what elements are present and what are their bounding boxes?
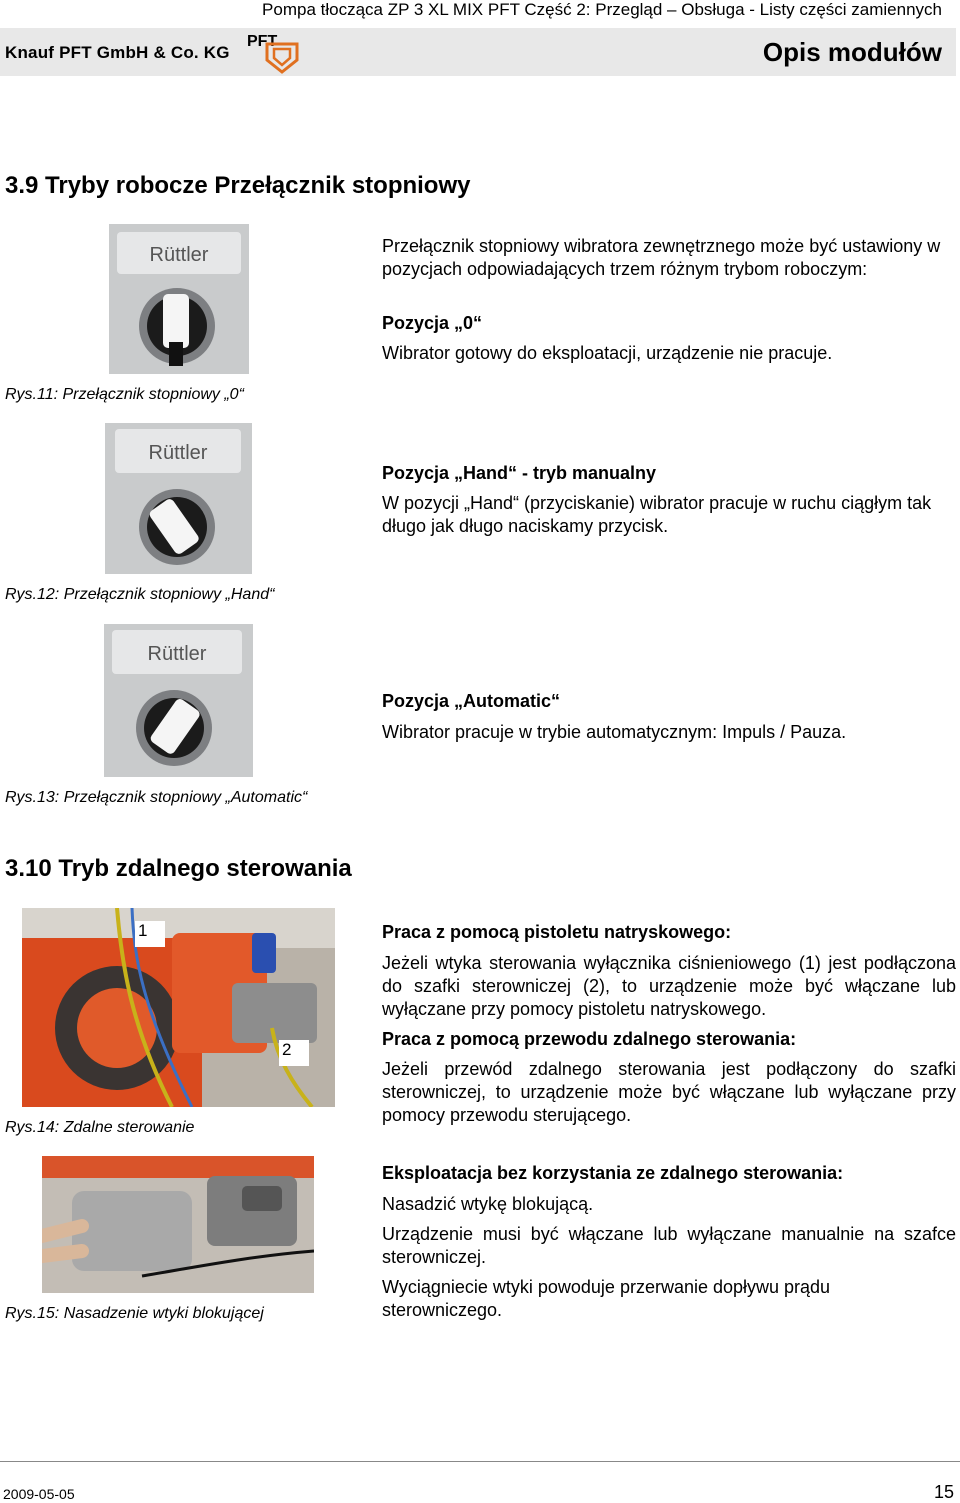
subheading-spray-gun: Praca z pomocą pistoletu natryskowego: bbox=[382, 922, 732, 942]
footer-date: 2009-05-05 bbox=[3, 1486, 75, 1502]
figure-switch-position-hand bbox=[105, 423, 252, 574]
switch-label: Rüttler bbox=[148, 442, 208, 464]
paragraph-insert-plug: Nasadzić wtykę blokującą. bbox=[382, 1194, 594, 1214]
paragraph-manual-switch: Urządzenie musi być włączane lub wyłączane manualnie na szafce sterowniczej. bbox=[382, 1224, 956, 1267]
switch-label: Rüttler bbox=[147, 643, 207, 665]
position-text: Wibrator gotowy do eksploatacji, urządzenie nie pracuje. bbox=[382, 343, 833, 363]
document-header-title: Pompa tłocząca ZP 3 XL MIX PFT Część 2: Przegląd – Obsługa - Listy części zamiennych bbox=[262, 0, 942, 19]
paragraph-spray-gun: Jeżeli wtyka sterowania wyłącznika ciśnieniowego (1) jest podłączona do szafki sterowniczej (2), to urządzenie może być włączane lub wyłączane przy pomocy pistoletu natryskowego. bbox=[382, 953, 956, 1019]
figure-caption: Rys.13: Przełącznik stopniowy „Automatic“ bbox=[5, 789, 308, 806]
figure-switch-position-0 bbox=[109, 224, 249, 374]
paragraph-remote-cable: Jeżeli przewód zdalnego sterowania jest podłączony do szafki sterowniczej, to urządzenie może być włączane lub wyłączane przy pomocy przewodu sterującego. bbox=[382, 1059, 956, 1125]
switch-label: Rüttler bbox=[149, 244, 209, 266]
callout-marker-1: 1 bbox=[135, 921, 165, 947]
figure-caption: Rys.11: Przełącznik stopniowy „0“ bbox=[5, 386, 244, 403]
figure-switch-position-automatic bbox=[104, 624, 253, 777]
intro-text: Przełącznik stopniowy wibratora zewnętrznego może być ustawiony w pozycjach odpowiadających trzem różnym trybom roboczym: bbox=[382, 236, 941, 279]
position-text: W pozycji „Hand“ (przyciskanie) wibrator pracuje w ruchu ciągłym tak długo jak długo naciskamy przycisk. bbox=[382, 493, 932, 536]
section-heading-3-10: 3.10 Tryb zdalnego sterowania bbox=[5, 855, 352, 882]
section-heading-3-9: 3.9 Tryby robocze Przełącznik stopniowy bbox=[5, 172, 471, 199]
subheading-without-remote: Eksploatacja bez korzystania ze zdalnego sterowania: bbox=[382, 1163, 844, 1183]
position-heading: Pozycja „Hand“ - tryb manualny bbox=[382, 463, 657, 483]
figure-remote-control bbox=[22, 908, 335, 1107]
page-number: 15 bbox=[933, 1482, 954, 1502]
figure-caption: Rys.12: Przełącznik stopniowy „Hand“ bbox=[5, 586, 275, 603]
figure-caption: Rys.15: Nasadzenie wtyki blokującej bbox=[5, 1305, 264, 1322]
company-name: Knauf PFT GmbH & Co. KG bbox=[5, 43, 230, 62]
figure-caption: Rys.14: Zdalne sterowanie bbox=[5, 1119, 195, 1136]
figure-blocking-plug bbox=[42, 1156, 314, 1293]
position-heading: Pozycja „Automatic“ bbox=[382, 691, 561, 711]
subheading-remote-cable: Praca z pomocą przewodu zdalnego sterowania: bbox=[382, 1029, 797, 1049]
pft-logo bbox=[245, 30, 305, 74]
position-text: Wibrator pracuje w trybie automatycznym: Impuls / Pauza. bbox=[382, 722, 847, 742]
footer-divider bbox=[0, 1461, 960, 1462]
callout-marker-2: 2 bbox=[279, 1040, 309, 1066]
position-heading: Pozycja „0“ bbox=[382, 313, 483, 333]
paragraph-plug-removal: Wyciągniecie wtyki powoduje przerwanie dopływu prądu sterowniczego. bbox=[382, 1277, 831, 1320]
logo-text: PFT bbox=[247, 33, 278, 50]
section-name: Opis modułów bbox=[762, 37, 942, 67]
